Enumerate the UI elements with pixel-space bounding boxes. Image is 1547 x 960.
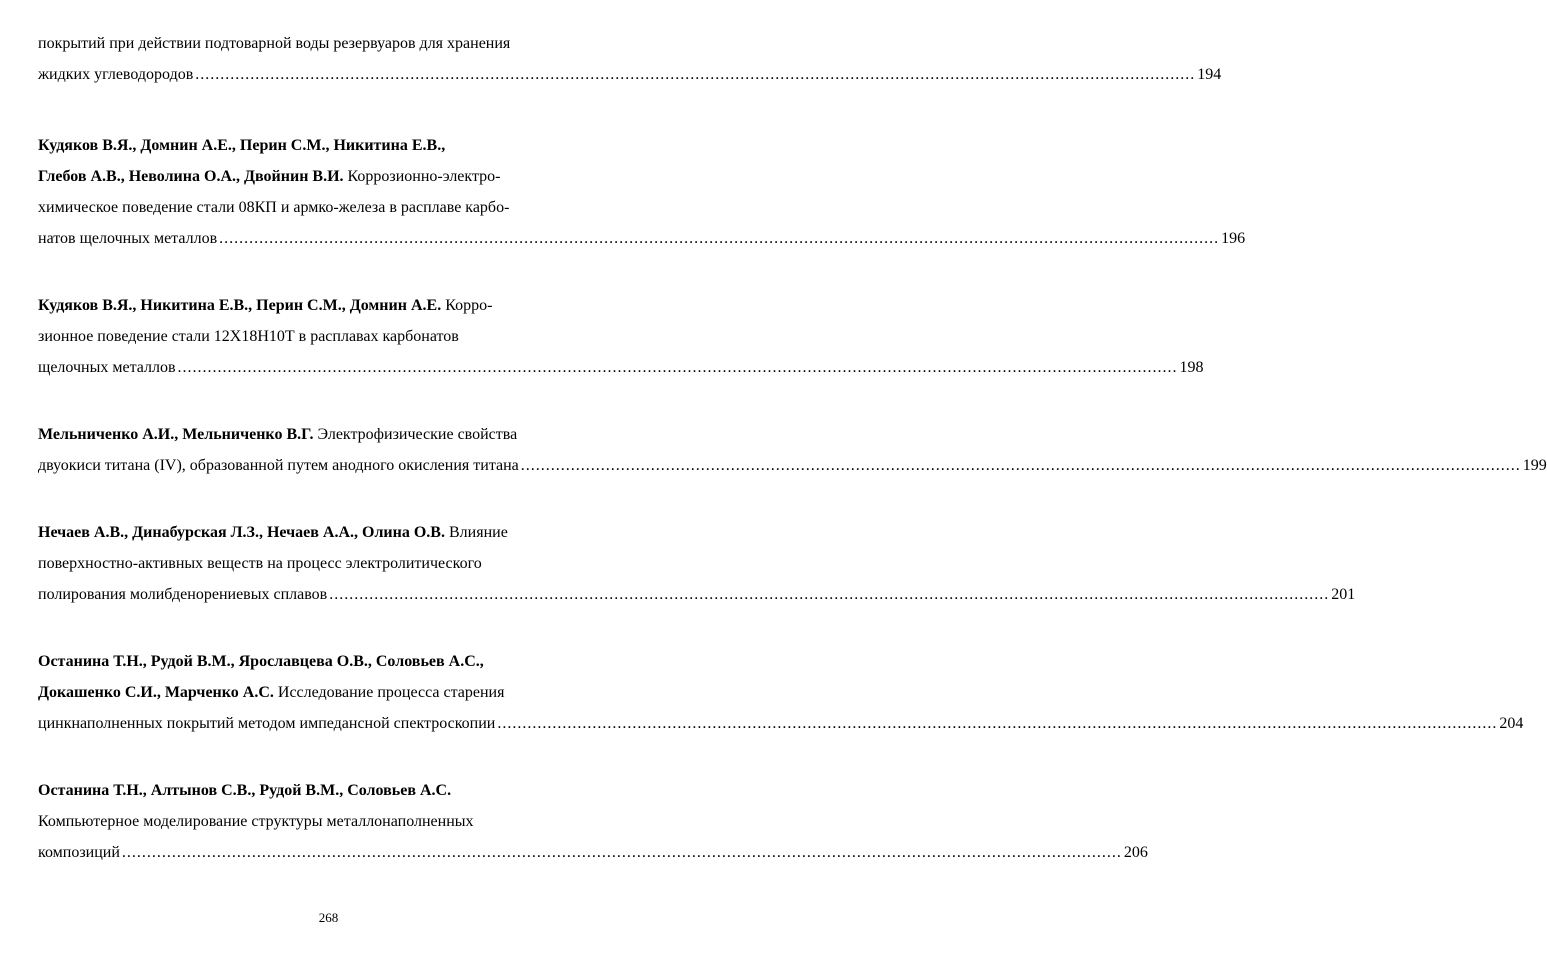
leader-dots: ........................................................................................................................................................................................................ xyxy=(219,230,1220,247)
leader-dots: ........................................................................................................................................................................................................ xyxy=(497,715,1498,732)
entry-title-start: Влияние xyxy=(448,524,508,541)
entry-text-line: Компьютерное моделирование структуры металлонаполненных xyxy=(38,813,474,830)
entry-authors: Кудяков В.Я., Домнин А.Е., Перин С.М., Никитина Е.В., xyxy=(38,137,446,154)
page-number: 268 xyxy=(318,910,339,925)
entry-authors: Останина Т.Н., Рудой В.М., Ярославцева О.В., Соловьев А.С., xyxy=(38,653,484,670)
entry-page-number: 206 xyxy=(1123,844,1148,861)
entry-page-number: 194 xyxy=(1197,66,1222,83)
entry-authors-cont: Глебов А.В., Неволина О.А., Двойнин В.И. xyxy=(38,168,344,185)
leader-dots: ........................................................................................................................................................................................................ xyxy=(520,457,1521,474)
entry-page-number: 204 xyxy=(1499,715,1524,732)
entry-text-line: химическое поведение стали 08КП и армко-железа в расплаве карбо- xyxy=(38,199,510,216)
entry-text: цинкнаполненных покрытий методом импедансной спектроскопии xyxy=(38,715,496,732)
entry-last-line xyxy=(38,579,1356,610)
entry-title-start: Коррозионно-электро- xyxy=(347,168,501,185)
entry-page-number: 198 xyxy=(1179,359,1204,376)
entry-text: полирования молибденорениевых сплавов xyxy=(38,586,328,603)
entry-title-start: Корро- xyxy=(445,297,493,314)
entry-text-line: покрытий при действии подтоварной воды резервуаров для хранения xyxy=(38,35,511,52)
entry-last-line xyxy=(38,59,1222,90)
entry-text-line: зионное поведение стали 12Х18Н10Т в расплавах карбонатов xyxy=(38,328,459,345)
leader-dots: ........................................................................................................................................................................................................ xyxy=(195,66,1196,83)
entry-authors: Мельниченко А.И., Мельниченко В.Г. xyxy=(38,426,314,443)
toc-entry xyxy=(38,290,1204,383)
toc-page xyxy=(38,28,1547,904)
toc-entry xyxy=(38,419,1547,481)
toc-entry xyxy=(38,775,1148,868)
entry-authors-title-line xyxy=(38,290,618,321)
entry-title-start: Исследование процесса старения xyxy=(277,684,505,701)
toc-entry xyxy=(38,130,1246,254)
entry-last-line xyxy=(38,450,1547,481)
leader-dots: ........................................................................................................................................................................................................ xyxy=(329,586,1330,603)
entry-text: двуокиси титана (IV), образованной путем анодного окисления титана xyxy=(38,457,519,474)
entry-authors: Нечаев А.В., Динабурская Л.З., Нечаев А.А., Олина О.В. xyxy=(38,524,445,541)
entry-last-line xyxy=(38,708,1524,739)
entry-text: щелочных металлов xyxy=(38,359,176,376)
entry-text-line: поверхностно-активных веществ на процесс электролитического xyxy=(38,555,482,572)
entry-authors: Кудяков В.Я., Никитина Е.В., Перин С.М., Домнин А.Е. xyxy=(38,297,442,314)
entry-title-start: Электрофизические свойства xyxy=(317,426,518,443)
toc-entry xyxy=(38,28,1222,90)
entry-authors-title-line xyxy=(38,517,618,548)
entry-page-number: 201 xyxy=(1331,586,1356,603)
leader-dots: ........................................................................................................................................................................................................ xyxy=(121,844,1122,861)
entry-authors-title-line xyxy=(38,419,618,450)
entry-authors-title-line xyxy=(38,677,618,708)
entry-last-line xyxy=(38,223,1246,254)
leader-dots: ........................................................................................................................................................................................................ xyxy=(177,359,1178,376)
entry-text: жидких углеводородов xyxy=(38,66,194,83)
entry-text: натов щелочных металлов xyxy=(38,230,218,247)
entry-authors: Останина Т.Н., Алтынов С.В., Рудой В.М., Соловьев А.С. xyxy=(38,782,452,799)
entry-page-number: 199 xyxy=(1522,457,1547,474)
entry-page-number: 196 xyxy=(1221,230,1246,247)
entry-last-line xyxy=(38,352,1204,383)
toc-entry xyxy=(38,517,1356,610)
entry-last-line xyxy=(38,837,1148,868)
entry-authors-title-line xyxy=(38,161,618,192)
entry-text: композиций xyxy=(38,844,120,861)
toc-entry xyxy=(38,646,1524,739)
entry-authors-cont: Докашенко С.И., Марченко А.С. xyxy=(38,684,274,701)
